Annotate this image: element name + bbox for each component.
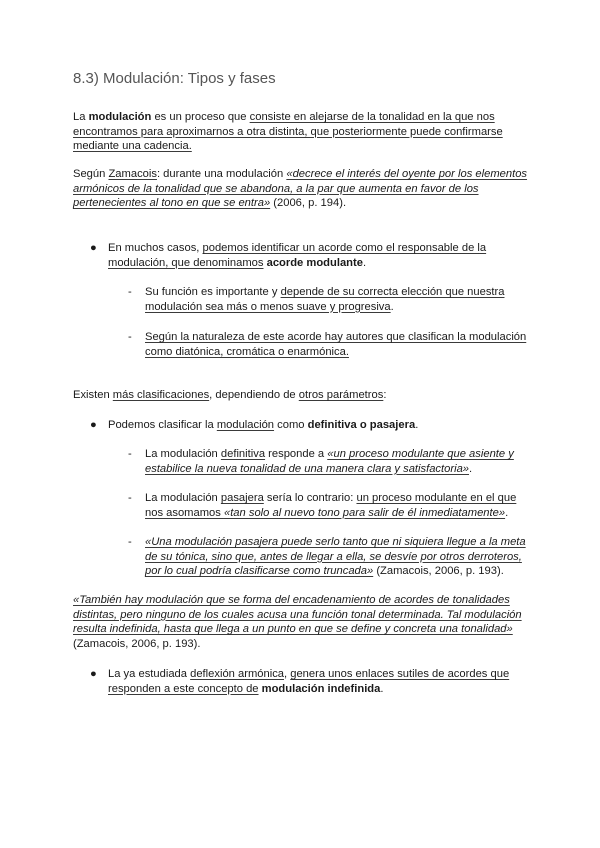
text: . xyxy=(380,682,384,695)
dash-marker: - xyxy=(128,536,132,548)
quote-text: «También hay modulación que se forma del encadenamiento de acordes de tonalidades distintas, pero ninguno de los cuales acusa una función tonal determinada. Tal modulación resulta indefinida, hasta que llega a un punto en que se define y concreta una tonalidad» xyxy=(73,594,522,635)
text: . xyxy=(505,506,509,519)
text: responde a xyxy=(265,448,328,460)
text: Podemos clasificar la xyxy=(108,419,217,431)
citation: (2006, p. 194). xyxy=(270,197,347,209)
text: sería lo contrario: xyxy=(263,492,357,504)
citation: (Zamacois, 2006, p. 193). xyxy=(373,565,504,577)
quote-text: «decrece el interés del oyente por los elementos armónicos de la tonalidad que se abandona, a la par que aumenta en favor de los pertenecientes al tono en que se entra» xyxy=(73,168,528,209)
underlined-text: más clasificaciones xyxy=(112,389,210,401)
bullet-icon: ● xyxy=(90,668,97,680)
underlined-text: genera unos enlaces sutiles de acordes que responden a este concepto de xyxy=(108,668,510,695)
bullet-item-definitiva-pasajera xyxy=(108,418,528,433)
underlined-text: pasajera xyxy=(220,492,264,504)
text: : durante una modulación xyxy=(156,168,287,180)
bullet-item-acorde-modulante xyxy=(108,241,528,270)
bullet-icon: ● xyxy=(90,419,97,431)
text: . xyxy=(390,300,394,313)
dash-marker: - xyxy=(128,331,132,343)
underlined-text: un proceso modulante en el que nos asomamos xyxy=(145,492,517,519)
text: , dependiendo de xyxy=(209,389,299,401)
dash-marker: - xyxy=(128,286,132,298)
underlined-text: modulación xyxy=(216,419,275,431)
text: Según xyxy=(73,168,109,180)
text: es un proceso que xyxy=(151,111,250,123)
dash-item-funcion xyxy=(145,285,528,314)
paragraph-clasificaciones xyxy=(73,388,533,403)
dash-marker: - xyxy=(128,448,132,460)
quote-text: «Una modulación pasajera puede serlo tanto que ni siquiera llegue a la meta de su tónica, sino que, antes de llegar a ella, se desvíe por otros derroteros, por lo cual podría clasificarse como truncada» xyxy=(145,536,526,577)
underlined-text: depende de su correcta elección que nuestra modulación sea más o menos suave y progresiva xyxy=(145,286,505,313)
underlined-text: deflexión armónica xyxy=(190,668,285,680)
text: La modulación xyxy=(145,448,221,460)
bullet-item-deflexion xyxy=(108,667,528,696)
text: Su función es importante y xyxy=(145,286,281,298)
bold-term: modulación indefinida xyxy=(261,682,381,695)
bullet-icon: ● xyxy=(90,242,97,254)
bold-term: modulación xyxy=(88,111,152,123)
quote-text: «un proceso modulante que asiente y estabilice la nueva tonalidad de una manera clara y satisfactoria» xyxy=(145,448,514,475)
text: La xyxy=(73,111,89,123)
dash-item-truncada xyxy=(145,535,528,579)
text: . xyxy=(362,256,367,269)
underlined-text: definitiva xyxy=(220,448,266,460)
text: : xyxy=(383,389,387,401)
underlined-text: Zamacois xyxy=(108,168,157,180)
underlined-text: Según la naturaleza de este acorde hay autores que clasifican la modulación como diatónica, cromática o enarmónica. xyxy=(145,331,527,358)
paragraph-zamacois-quote xyxy=(73,167,533,211)
dash-item-pasajera xyxy=(145,491,528,520)
dash-marker: - xyxy=(128,492,132,504)
quote-text: «tan solo al nuevo tono para salir de él inmediatamente» xyxy=(223,506,506,519)
underlined-text: consiste en alejarse de la tonalidad en la que nos encontramos para aproximarnos a otra distinta, que posteriormente puede confirmarse mediante una cadencia. xyxy=(73,111,503,152)
text: . xyxy=(469,462,473,475)
section-title: 8.3) Modulación: Tipos y fases xyxy=(73,70,276,87)
underlined-text: otros parámetros xyxy=(298,389,384,401)
text: Existen xyxy=(73,389,113,401)
bold-term: acorde modulante xyxy=(266,256,363,269)
bold-term: definitiva o pasajera xyxy=(307,419,416,431)
text: . xyxy=(415,419,419,431)
text: , xyxy=(284,668,291,680)
text: En muchos casos, xyxy=(108,242,203,254)
text: La modulación xyxy=(145,492,221,504)
dash-item-naturaleza xyxy=(145,330,528,359)
dash-item-definitiva xyxy=(145,447,528,476)
text: La ya estudiada xyxy=(108,668,191,680)
paragraph-indefinida-quote xyxy=(73,593,528,651)
underlined-text: podemos identificar un acorde como el responsable de la modulación, que denominamos xyxy=(108,242,487,269)
text: como xyxy=(274,419,308,431)
citation: (Zamacois, 2006, p. 193). xyxy=(73,637,201,650)
paragraph-definition xyxy=(73,110,533,154)
